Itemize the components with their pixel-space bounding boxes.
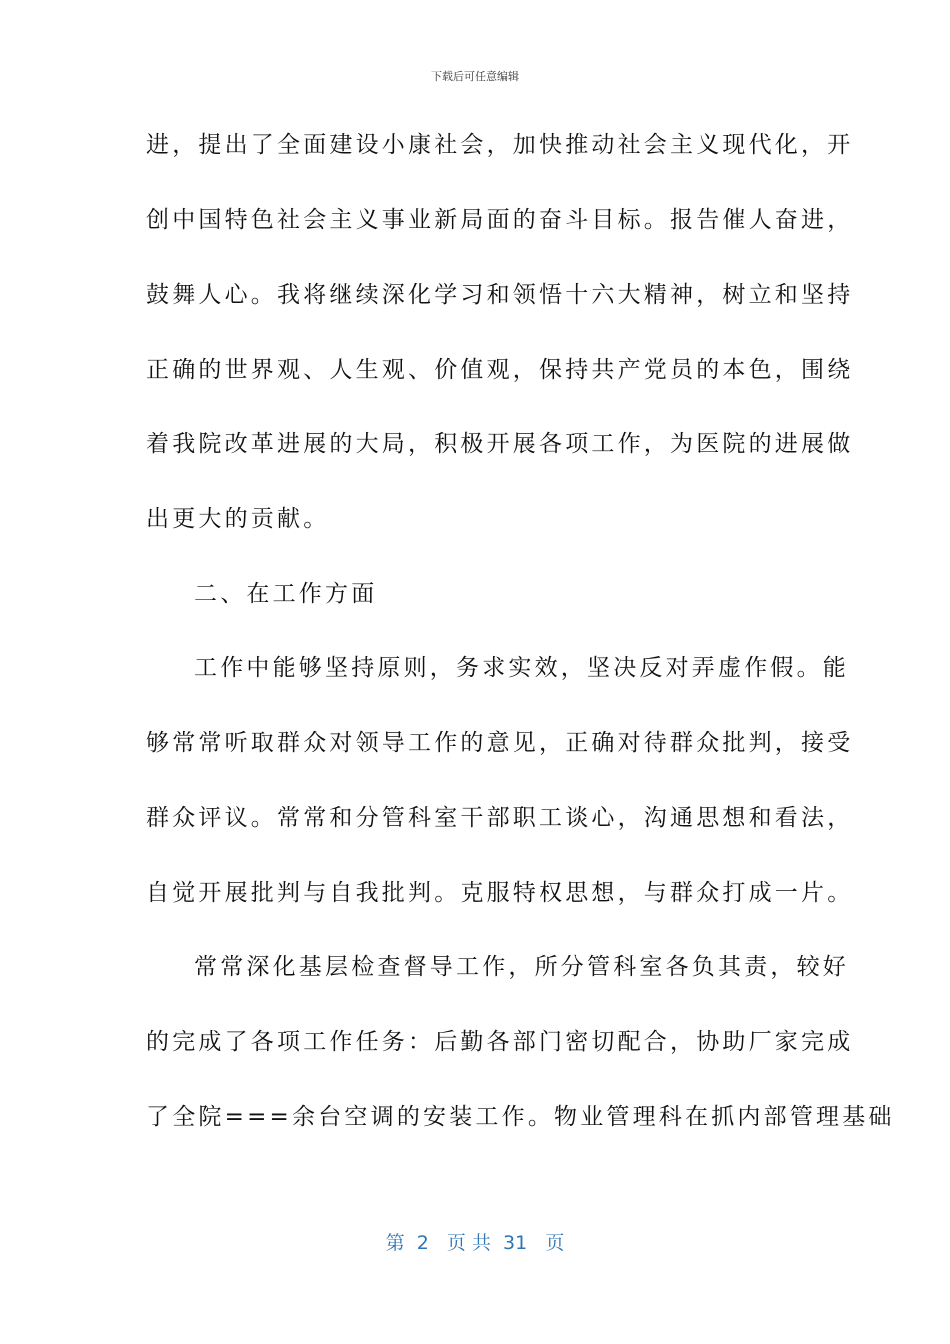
text-line: 常常深化基层检查督导工作，所分管科室各负其责，较好 (194, 954, 849, 980)
text-line: 出更大的贡献。 (146, 506, 330, 532)
text-line: 着我院改革进展的大局，积极开展各项工作，为医院的进展做 (146, 431, 854, 457)
text-line: 进，提出了全面建设小康社会，加快推动社会主义现代化，开 (146, 132, 854, 158)
page-number-footer: 第 2 页 共 31 页 (385, 1232, 565, 1254)
text-line: 的完成了各项工作任务：后勤各部门密切配合，协助厂家完成 (146, 1029, 854, 1055)
text-line: 群众评议。常常和分管科室干部职工谈心，沟通思想和看法， (146, 805, 854, 831)
text-line: 了全院===余台空调的安装工作。物业管理科在抓内部管理基础 (146, 1104, 895, 1130)
text-line: 创中国特色社会主义事业新局面的奋斗目标。报告催人奋进， (146, 207, 854, 233)
text-line: 正确的世界观、人生观、价值观，保持共产党员的本色，围绕 (146, 357, 854, 383)
text-line: 自觉开展批判与自我批判。克服特权思想，与群众打成一片。 (146, 880, 854, 906)
header-note: 下载后可任意编辑 (431, 70, 519, 83)
section-heading: 二、在工作方面 (194, 581, 378, 607)
text-line: 够常常听取群众对领导工作的意见，正确对待群众批判，接受 (146, 730, 854, 756)
text-line: 鼓舞人心。我将继续深化学习和领悟十六大精神，树立和坚持 (146, 282, 854, 308)
text-line: 工作中能够坚持原则，务求实效，坚决反对弄虚作假。能 (194, 655, 849, 681)
